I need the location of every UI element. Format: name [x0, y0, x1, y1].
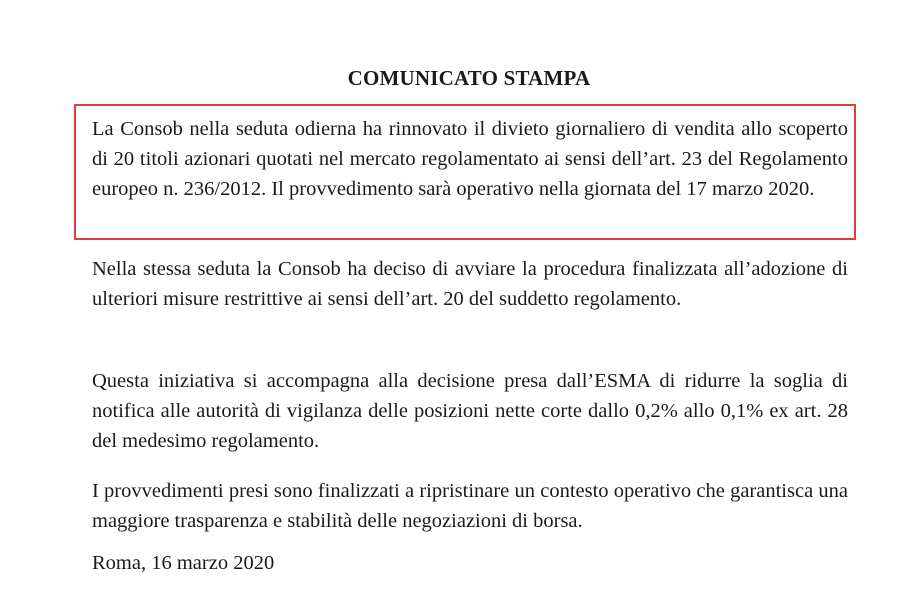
paragraph: Questa iniziativa si accompagna alla decisione presa dall’ESMA di ridurre la soglia di notifica alle autorità di vigilanza delle posizioni nette corte dallo 0,2% allo 0,1% ex art. 28 del medesimo regolamento.	[92, 370, 848, 452]
paragraph: Nella stessa seduta la Consob ha deciso di avviare la procedura finalizzata all’adozione di ulteriori misure restrittive ai sensi dell’art. 20 del suddetto regolamento.	[92, 258, 848, 310]
page-title: COMUNICATO STAMPA	[347, 66, 591, 90]
place-date: Roma, 16 marzo 2020	[92, 552, 275, 574]
paragraph: I provvedimenti presi sono finalizzati a ripristinare un contesto operativo che garantisca una maggiore trasparenza e stabilità delle negoziazioni di borsa.	[92, 480, 848, 532]
paragraph-highlighted: La Consob nella seduta odierna ha rinnovato il divieto giornaliero di vendita allo scoperto di 20 titoli azionari quotati nel mercato regolamentato ai sensi dell’art. 23 del Regolamento europeo n. 236/2012. Il provvedimento sarà operativo nella giornata del 17 marzo 2020.	[92, 118, 848, 200]
